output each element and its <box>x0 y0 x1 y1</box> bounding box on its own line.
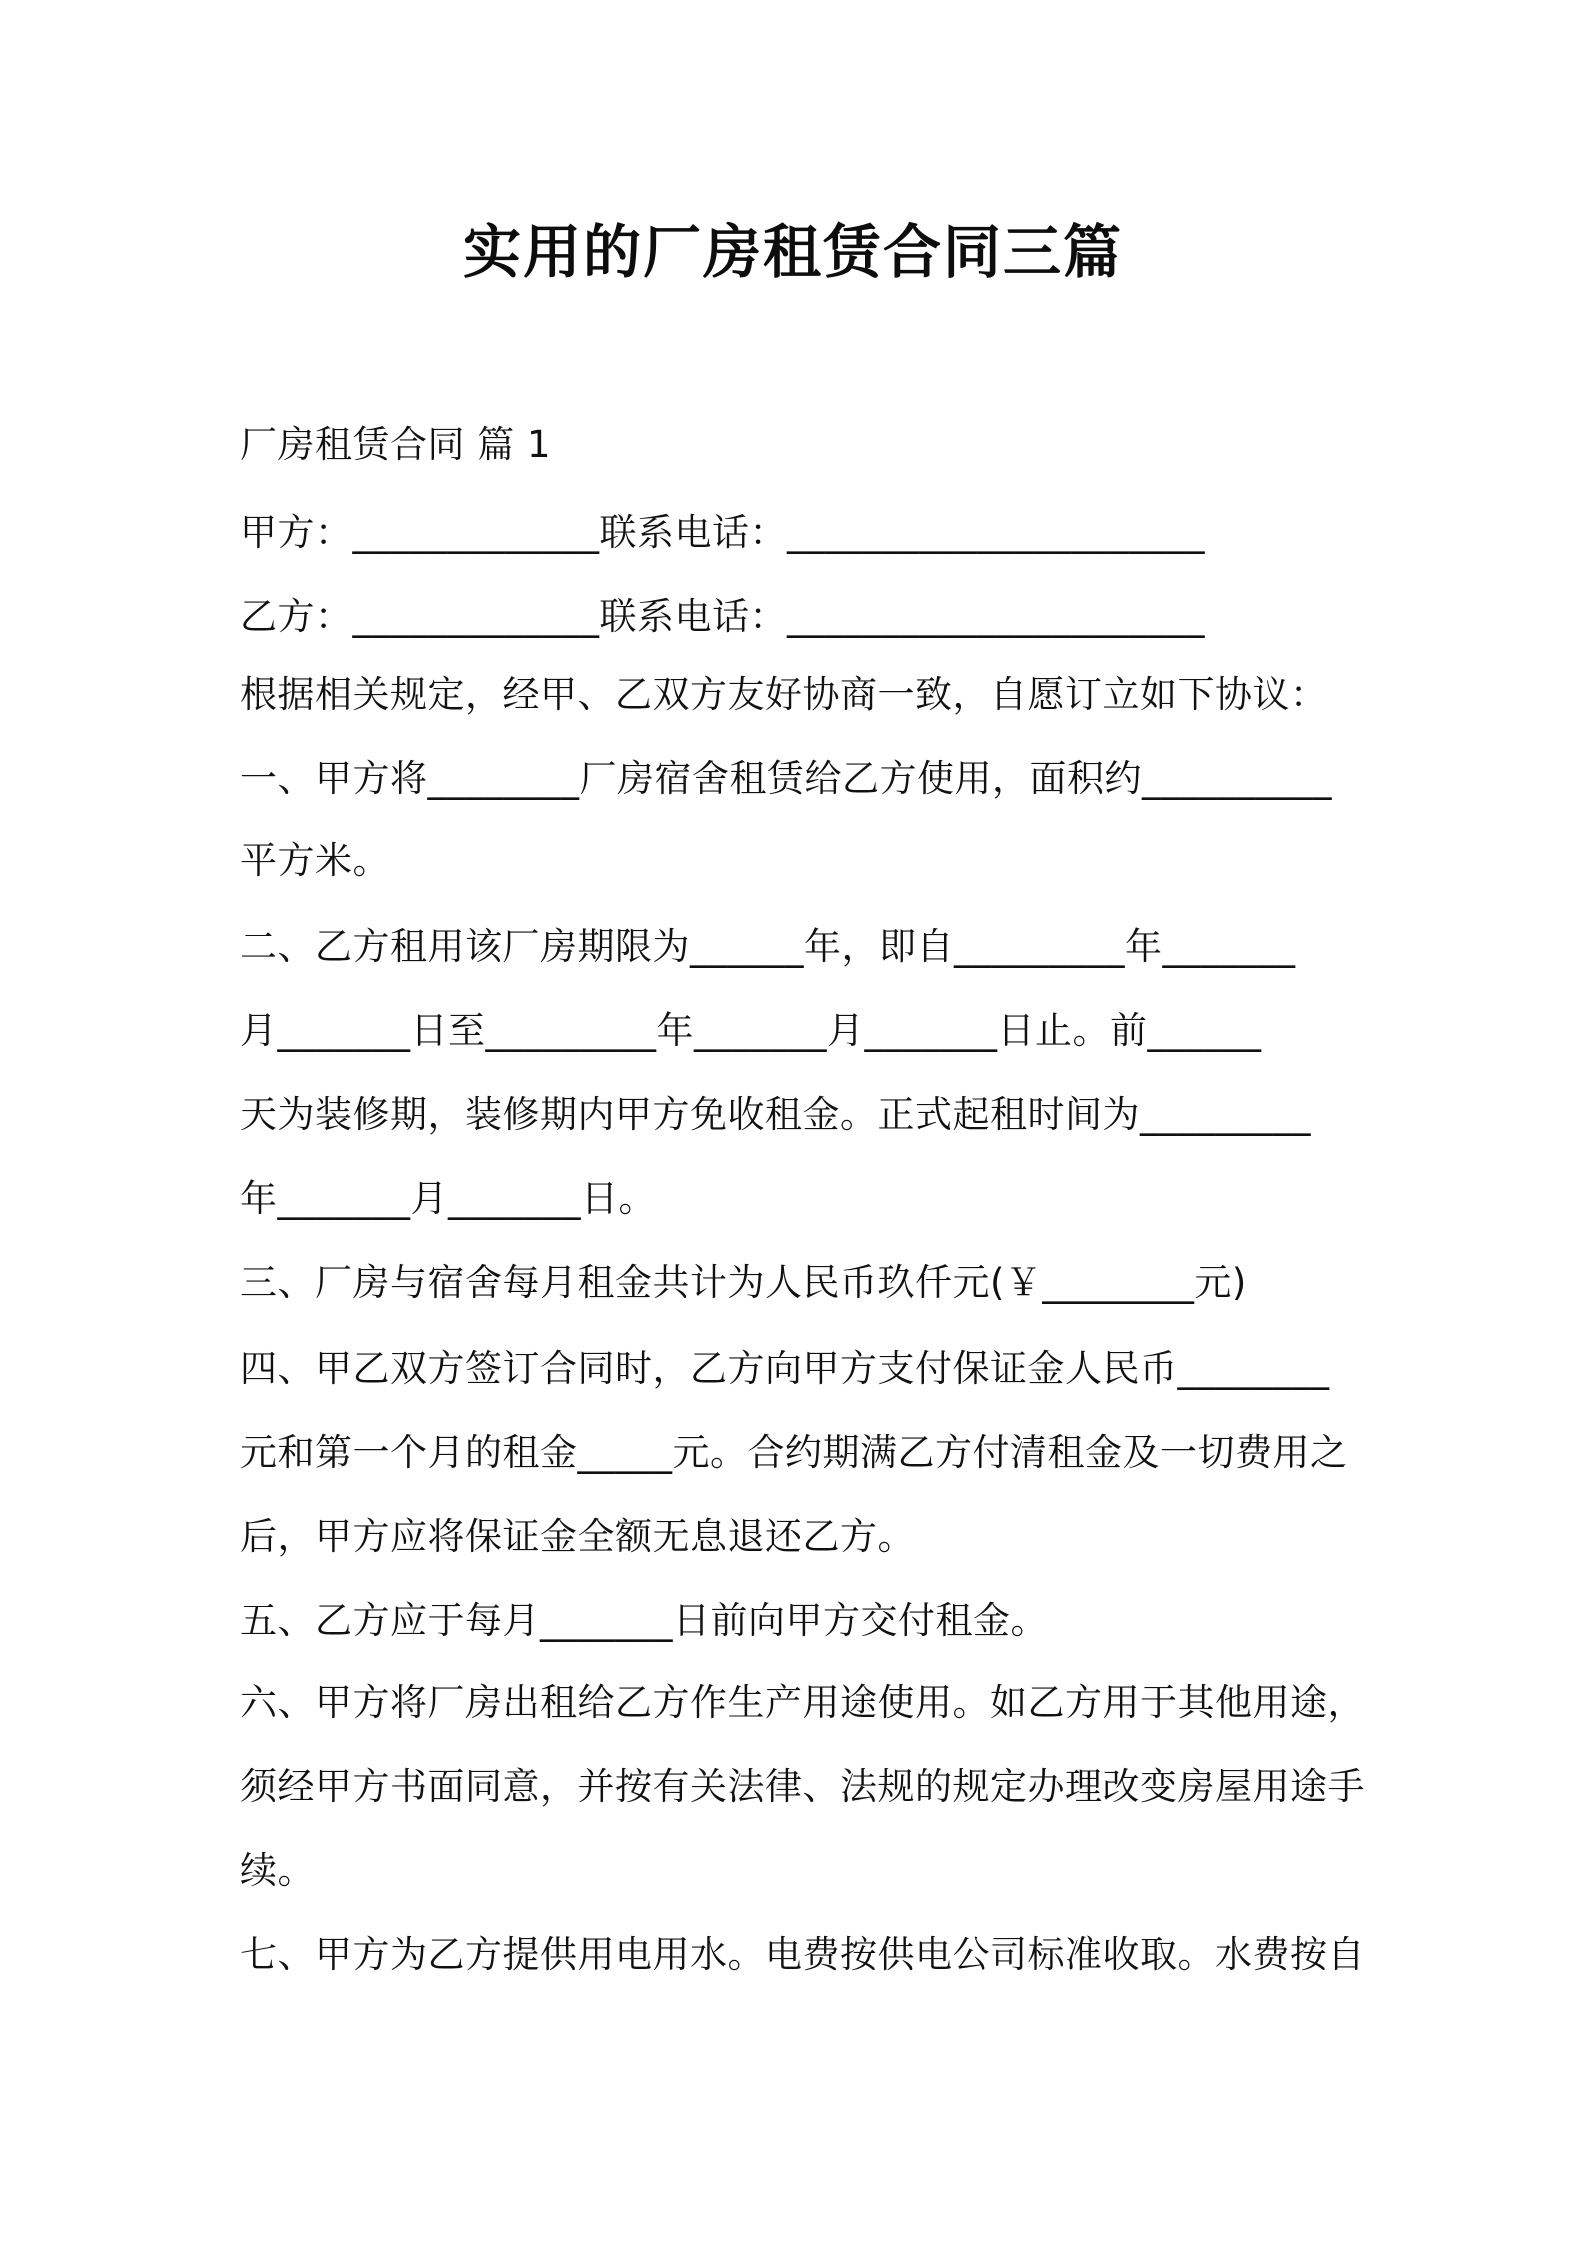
clause-7-line: 七、甲方为乙方提供用电用水。电费按供电公司标准收取。水费按自 <box>240 1933 1365 1976</box>
clause-3-line: 三、厂房与宿舍每月租金共计为人民币玖仟元(￥________元) <box>240 1261 1247 1304</box>
clause-5-line: 五、乙方应于每月_______日前向甲方交付租金。 <box>240 1599 1048 1642</box>
clause-1-line: 一、甲方将________厂房宿舍租赁给乙方使用，面积约__________ <box>240 757 1332 800</box>
clause-6-line-cont: 续。 <box>240 1849 315 1892</box>
clause-1-line-cont: 平方米。 <box>240 839 390 882</box>
section-heading: 厂房租赁合同 篇 1 <box>240 423 552 466</box>
party-b-line: 乙方：_____________联系电话：______________________ <box>240 595 1205 638</box>
clause-2-line-cont: 月_______日至_________年_______月_______日止。前______ <box>240 1009 1262 1052</box>
clause-6-line: 六、甲方将厂房出租给乙方作生产用途使用。如乙方用于其他用途， <box>240 1681 1365 1724</box>
clause-2-line: 二、乙方租用该厂房期限为______年，即自_________年_______ <box>240 925 1296 968</box>
party-a-line: 甲方：_____________联系电话：______________________ <box>240 511 1205 554</box>
clause-4-line: 四、甲乙双方签订合同时，乙方向甲方支付保证金人民币________ <box>240 1347 1330 1390</box>
document-title: 实用的厂房租赁合同三篇 <box>462 218 1123 286</box>
preamble-line: 根据相关规定，经甲、乙双方友好协商一致，自愿订立如下协议： <box>240 673 1328 716</box>
clause-4-line-cont: 后，甲方应将保证金全额无息退还乙方。 <box>240 1515 915 1558</box>
clause-2-line-cont: 天为装修期，装修期内甲方免收租金。正式起租时间为_________ <box>240 1093 1311 1136</box>
clause-2-line-cont: 年_______月_______日。 <box>240 1177 656 1220</box>
clause-4-line-cont: 元和第一个月的租金_____元。合约期满乙方付清租金及一切费用之 <box>240 1431 1348 1474</box>
clause-6-line-cont: 须经甲方书面同意，并按有关法律、法规的规定办理改变房屋用途手 <box>240 1765 1365 1808</box>
